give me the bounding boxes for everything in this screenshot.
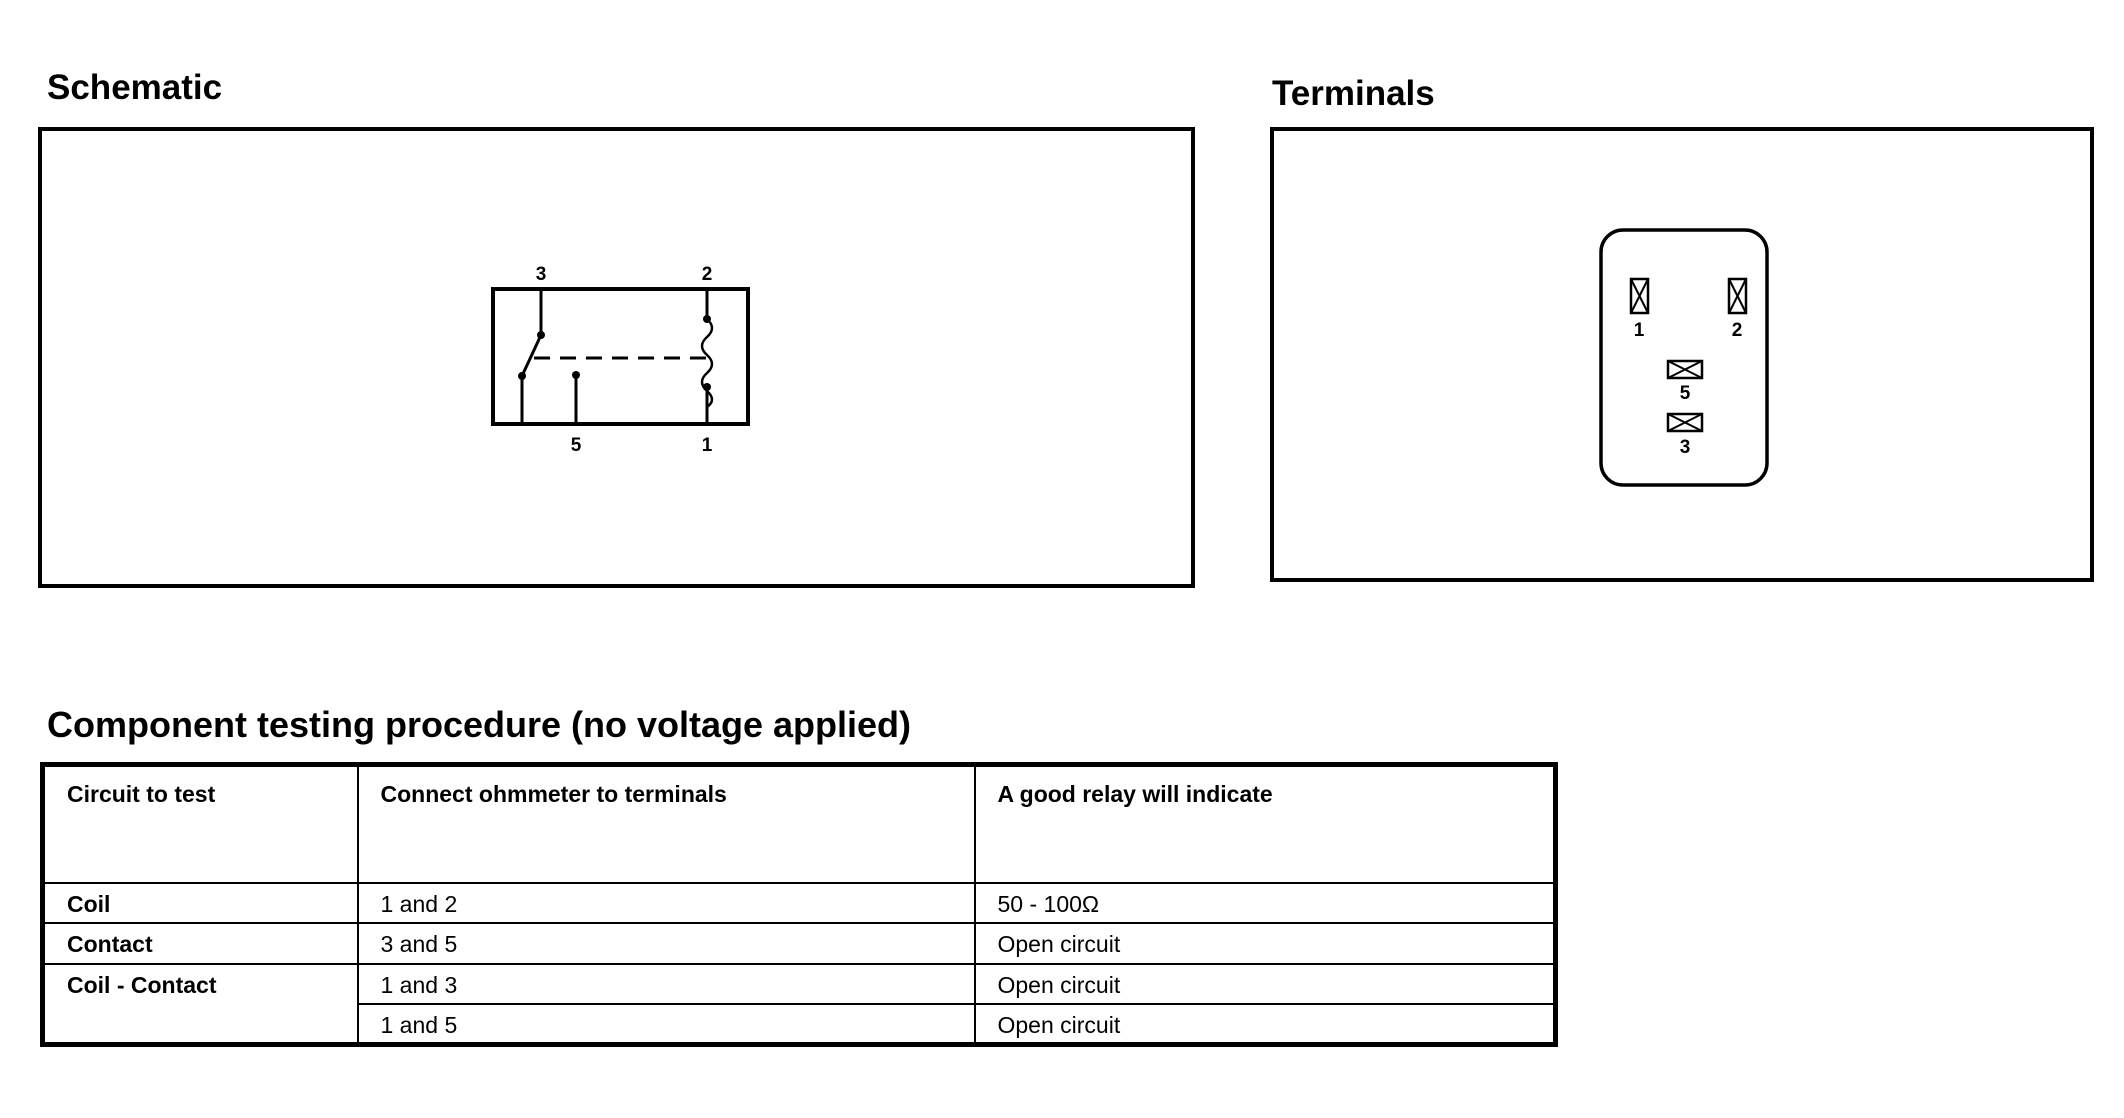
result-cell: Open circuit [975, 923, 1556, 964]
terminals-cell: 3 and 5 [358, 923, 975, 964]
table-row [43, 964, 1556, 1005]
circuit-cell: Contact [43, 923, 358, 964]
terminals-panel [1270, 127, 2094, 582]
pin-label-3: 3 [1679, 437, 1691, 458]
pin-label-1: 1 [1633, 320, 1645, 341]
pin-5 [1668, 361, 1702, 378]
schematic-panel [38, 127, 1195, 588]
pin-2 [1729, 279, 1746, 313]
header-circuit-to-test: Circuit to test [43, 765, 358, 883]
switch-arm [522, 335, 541, 376]
pin-1 [1631, 279, 1648, 313]
header-good-relay-indicates: A good relay will indicate [975, 765, 1556, 883]
schematic-label-3: 3 [535, 264, 547, 285]
schematic-heading: Schematic [47, 68, 223, 107]
table-row [43, 883, 1556, 924]
result-cell: Open circuit [975, 964, 1556, 1005]
relay-terminals-diagram [1274, 131, 2090, 578]
schematic-label-2: 2 [701, 264, 713, 285]
header-connect-ohmmeter: Connect ohmmeter to terminals [358, 765, 975, 883]
result-cell: Open circuit [975, 1004, 1556, 1045]
table-header-row [43, 765, 1556, 883]
terminals-cell: 1 and 3 [358, 964, 975, 1005]
schematic-label-1: 1 [701, 435, 713, 456]
pin-label-5: 5 [1679, 383, 1691, 404]
result-cell: 50 - 100Ω [975, 883, 1556, 924]
terminals-heading: Terminals [1272, 74, 1435, 113]
pin-3 [1668, 414, 1702, 431]
pin-label-2: 2 [1731, 320, 1743, 341]
relay-schematic-diagram [42, 131, 1191, 584]
circuit-cell: Coil [43, 883, 358, 924]
testing-procedure-table [40, 762, 1558, 1047]
terminals-cell: 1 and 2 [358, 883, 975, 924]
schematic-label-5: 5 [570, 435, 582, 456]
testing-procedure-heading: Component testing procedure (no voltage applied) [47, 704, 912, 745]
terminals-cell: 1 and 5 [358, 1004, 975, 1045]
table-row [43, 923, 1556, 964]
circuit-cell: Coil - Contact [43, 964, 358, 1045]
